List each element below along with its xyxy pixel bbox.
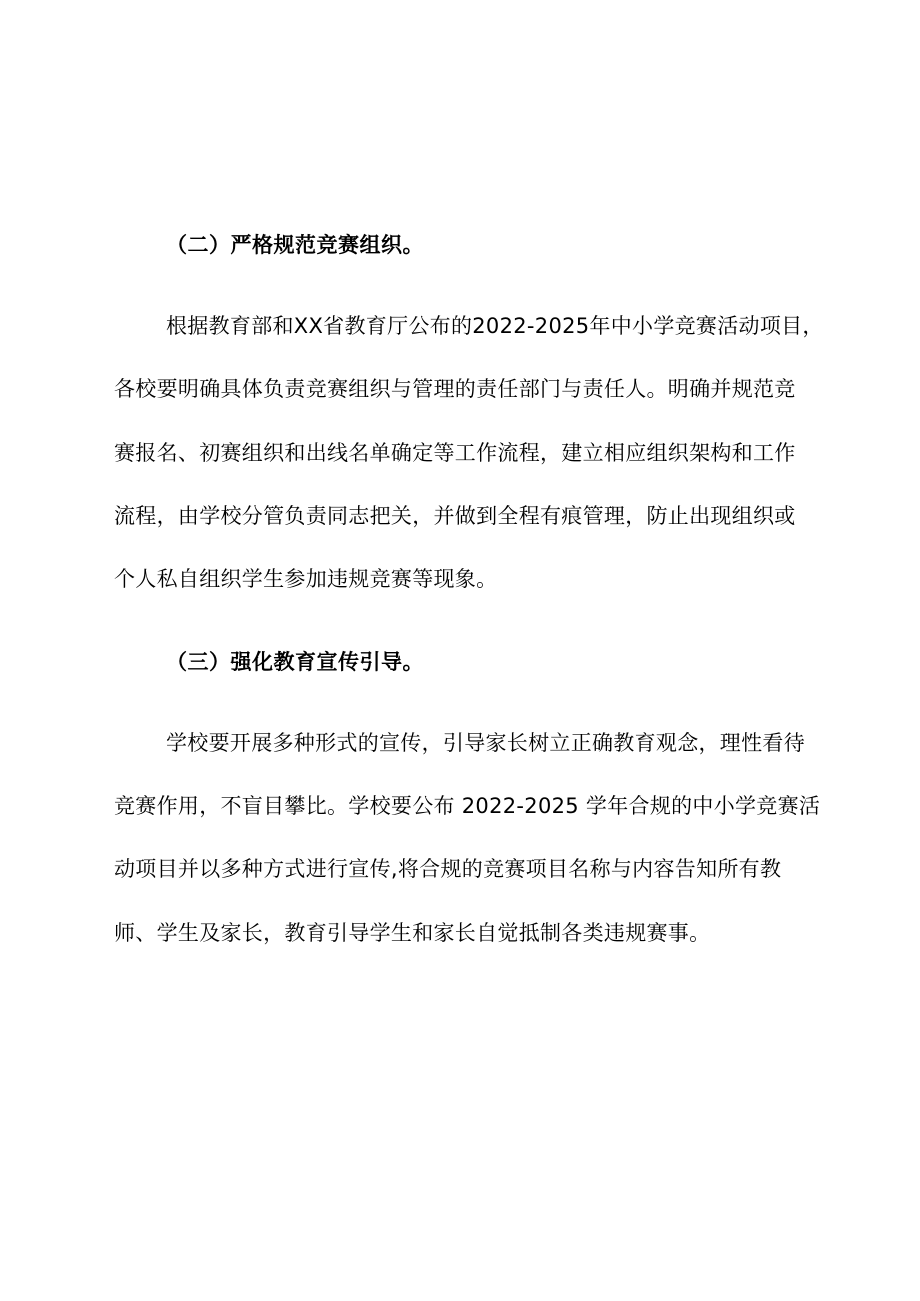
paragraph-line: 赛报名、初赛组织和出线名单确定等工作流程，建立相应组织架构和工作 [114, 441, 796, 465]
paragraph-line: 流程，由学校分管负责同志把关，并做到全程有痕管理，防止出现组织或 [114, 504, 796, 528]
paragraph-line: 根据教育部和XX省教育厅公布的2022-2025年中小学竞赛活动项目， [166, 314, 824, 338]
section-heading-3: （三）强化教育宣传引导。 [166, 650, 424, 674]
paragraph-line: 个人私自组织学生参加违规竞赛等现象。 [114, 567, 498, 591]
paragraph-line: 竞赛作用，不盲目攀比。学校要公布 2022-2025 学年合规的中小学竞赛活 [114, 794, 821, 818]
paragraph-line: 师、学生及家长，教育引导学生和家长自觉抵制各类违规赛事。 [114, 921, 711, 945]
section-heading-2: （二）严格规范竞赛组织。 [166, 233, 424, 257]
paragraph-line: 各校要明确具体负责竞赛组织与管理的责任部门与责任人。明确并规范竞 [114, 377, 796, 401]
paragraph-line: 学校要开展多种形式的宣传，引导家长树立正确教育观念，理性看待 [166, 731, 805, 755]
paragraph-line: 动项目并以多种方式进行宣传,将合规的竞赛项目名称与内容告知所有教 [114, 857, 782, 881]
